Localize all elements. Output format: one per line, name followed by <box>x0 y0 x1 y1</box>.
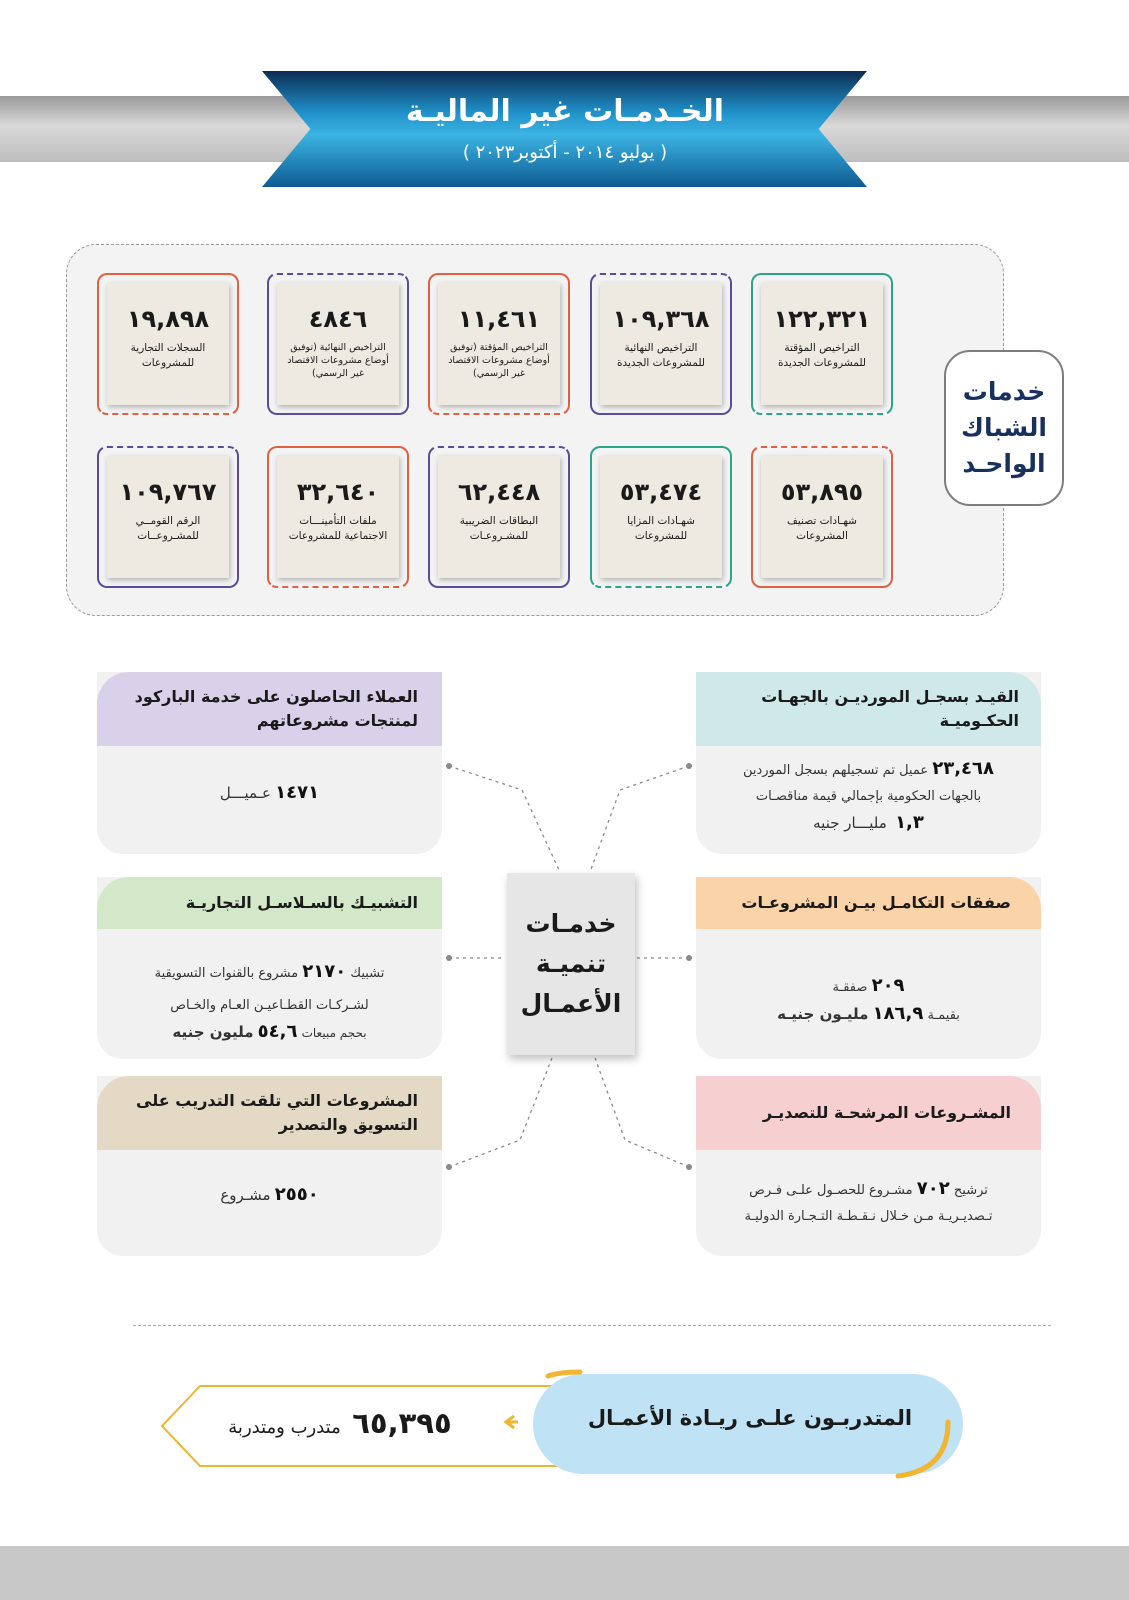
service-card-value: ١٢٢,٣٢١ <box>773 305 871 333</box>
page-subtitle: ( يوليو ٢٠١٤ - أكتوبر٢٠٢٣ ) <box>462 142 668 163</box>
training-count: ٢٥٥٠ <box>274 1184 319 1205</box>
supply-chains-prefix: تشبيك <box>350 966 385 981</box>
trainees-value-row <box>205 1406 475 1440</box>
trainees-label: المتدربـون علـى ريـادة الأعمـال <box>587 1406 913 1430</box>
service-card-label: شهـادات تصنيف المشروعات <box>787 515 857 542</box>
supply-chains-line2: لشـركـات القطـاعيـن العـام والخـاص <box>170 998 369 1013</box>
service-card-label: ملفات التأمينـــات الاجتماعية للمشروعات <box>288 515 388 542</box>
barcode-unit: عـميـــل <box>219 784 271 802</box>
suppliers-title: القيـد بسجـل المورديـن بالجهـات الحكـوميـة <box>696 672 1041 746</box>
service-card-value: ٣٢,٦٤٠ <box>296 478 380 506</box>
integration-prefix: بقيمـة <box>927 1008 960 1023</box>
service-card-label: البطاقات الضريبية للمشـروعـات <box>459 515 539 542</box>
service-card-value: ٥٣,٨٩٥ <box>780 478 864 506</box>
supply-chains-suffix: مليون جنيه <box>172 1023 254 1041</box>
service-card-value: ١٠٩,٧٦٧ <box>119 478 217 506</box>
suppliers-count: ٢٣,٤٦٨ <box>932 758 995 779</box>
export-line1: مشـروع للحصـول علـى فـرص <box>749 1183 913 1198</box>
supply-chains-value: ٥٤,٦ <box>257 1021 298 1042</box>
training-title: المشروعات التي تلقت التدريب على التسويق والتصدير <box>97 1076 442 1150</box>
training-box <box>97 1076 442 1256</box>
barcode-box <box>97 672 442 854</box>
service-card-label: شهـادات المزايا للمشروعات <box>627 515 695 542</box>
supply-chains-box <box>97 877 442 1059</box>
barcode-count: ١٤٧١ <box>275 782 320 803</box>
service-card-value: ١٠٩,٣٦٨ <box>612 305 710 333</box>
suppliers-line2: بالجهات الحكومية بإجمالي قيمة مناقصـات <box>755 789 982 804</box>
integration-box <box>696 877 1041 1059</box>
footer-band <box>0 1546 1129 1600</box>
service-card-label: التراخيص النهائية للمشروعات الجديدة <box>616 342 705 369</box>
export-count: ٧٠٢ <box>916 1178 950 1199</box>
service-card-value: ٥٣,٤٧٤ <box>619 478 703 506</box>
suppliers-value: ١,٣ <box>895 812 924 833</box>
suppliers-line3: مليـــار جنيه <box>813 814 887 832</box>
supply-chains-count: ٢١٧٠ <box>302 961 347 982</box>
service-card-label: التراخيص المؤقتة للمشروعات الجديدة <box>777 342 866 369</box>
supply-chains-line1: مشروع بالقنوات التسويقية <box>154 966 299 981</box>
service-card-value: ١٩,٨٩٨ <box>126 305 210 333</box>
service-card-value: ٤٨٤٦ <box>308 305 368 333</box>
suppliers-line1: عميل تم تسجيلهم بسجل الموردين <box>742 763 929 778</box>
service-card-value: ٦٢,٤٤٨ <box>457 478 541 506</box>
export-title: المشـروعات المرشحـة للتصديـر <box>696 1076 1041 1150</box>
trainees-count: ٦٥,٣٩٥ <box>352 1406 452 1440</box>
integration-title: صفقات التكامـل بيـن المشروعـات <box>696 877 1041 929</box>
page-title: الخـدمـات غير الماليـة <box>405 94 725 129</box>
service-card-label: التراخيص المؤقتة (توفيق أوضاع مشروعات الاقتصاد غير الرسمي) <box>448 342 550 379</box>
one-stop-shop-label: خدمات الشباك الواحـد <box>944 350 1064 506</box>
service-card-label: السجلات التجارية للمشروعات <box>130 342 206 369</box>
export-line2: تـصديـريـة مـن خـلال نـقـطـة التـجـارة الدوليـة <box>744 1209 993 1224</box>
integration-value: ١٨٦,٩ <box>872 1003 924 1024</box>
trainees-unit: متدرب ومتدربة <box>228 1417 341 1438</box>
integration-suffix: مليـون جنيـه <box>777 1005 869 1023</box>
export-box <box>696 1076 1041 1256</box>
suppliers-box <box>696 672 1041 854</box>
export-prefix: ترشيح <box>953 1183 988 1198</box>
integration-unit: صفقـة <box>832 980 868 995</box>
service-card-label: الرقم القومــي للمشـروعــات <box>135 515 201 542</box>
supply-chains-title: التشبيـك بالسـلاسـل التجاريـة <box>97 877 442 929</box>
section-divider <box>133 1325 1051 1326</box>
supply-chains-prefix2: بحجم مبيعات <box>301 1026 367 1040</box>
business-dev-center-label: خدمـات تنميـة الأعمـال <box>507 873 635 1055</box>
training-unit: مشـروع <box>220 1186 271 1204</box>
integration-count: ٢٠٩ <box>871 975 905 996</box>
barcode-title: العملاء الحاصلون على خدمة الباركود لمنتجات مشروعاتهم <box>97 672 442 746</box>
service-card-label: التراخيص النهائية (توفيق أوضاع مشروعات الاقتصاد غير الرسمي) <box>287 342 389 379</box>
service-card-value: ١١,٤٦١ <box>457 305 541 333</box>
